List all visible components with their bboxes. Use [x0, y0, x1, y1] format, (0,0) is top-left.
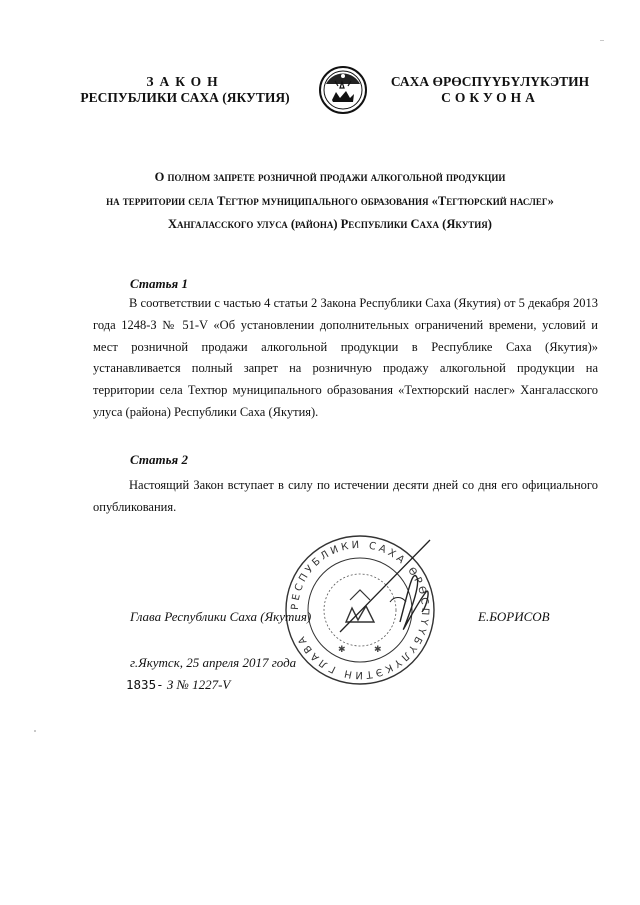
signatory-position: Глава Республики Саха (Якутия): [130, 609, 312, 624]
registration-prefix: 1835-: [126, 677, 164, 692]
registration-code: З № 1227-V: [166, 677, 231, 692]
header-right: [375, 74, 605, 106]
title-line-2: на территории села Тегтюр муниципального образования «Тегтюрский наслег»: [106, 193, 554, 208]
signatory-name: Е.БОРИСОВ: [478, 609, 550, 624]
republic-label: РЕСПУБЛИКИ САХА (ЯКУТИЯ): [80, 90, 290, 105]
title-line-3: Хангаласского улуса (района) Республики Саха (Якутия): [168, 217, 492, 231]
svg-text:✱: ✱: [374, 645, 382, 655]
registration-number: [126, 677, 230, 693]
handwritten-signature-icon: [330, 532, 440, 642]
article-1-heading: Статья 1: [130, 276, 188, 291]
article-2-heading: Статья 2: [130, 452, 188, 467]
republic-emblem-icon: [318, 64, 368, 116]
article-1-text: В соответствии с частью 4 статьи 2 Закона Республики Саха (Якутия) от 5 декабря 2013 года 1248-З № 51-V «Об установлении дополнительных ограничений времени, условий и мест розничной продажи алкогольной продукции в Республике Саха (Якутия)» устанавливается полный запрет на розничную продажу алкогольной продукции на территории села Техтюр муниципального образования «Техтюрский наслег» Хангаласского улуса (района) Республики Саха (Якутия).: [93, 296, 598, 419]
law-label-yakut: СОКУОНА: [441, 90, 539, 105]
law-title: [60, 166, 600, 237]
republic-label-yakut: САХА ӨРӨСПҮҮБҮЛҮКЭТИН: [390, 74, 590, 89]
place-and-date: г.Якутск, 25 апреля 2017 года: [130, 655, 297, 670]
law-label: ЗАКОН: [146, 74, 224, 89]
title-line-1: О полном запрете розничной продажи алкогольной продукции: [154, 170, 506, 184]
scan-dot: [600, 40, 604, 41]
scan-dot: [34, 730, 36, 732]
header-left: [60, 74, 310, 106]
svg-text:✱: ✱: [338, 645, 346, 655]
article-2-text: Настоящий Закон вступает в силу по истечении десяти дней со дня его официального опубликования.: [93, 478, 598, 514]
seal-text: РЕСПУБЛИКИ САХА ӨРӨСПҮҮБҮЛҮКЭТИН ГЛАВА: [289, 539, 431, 681]
